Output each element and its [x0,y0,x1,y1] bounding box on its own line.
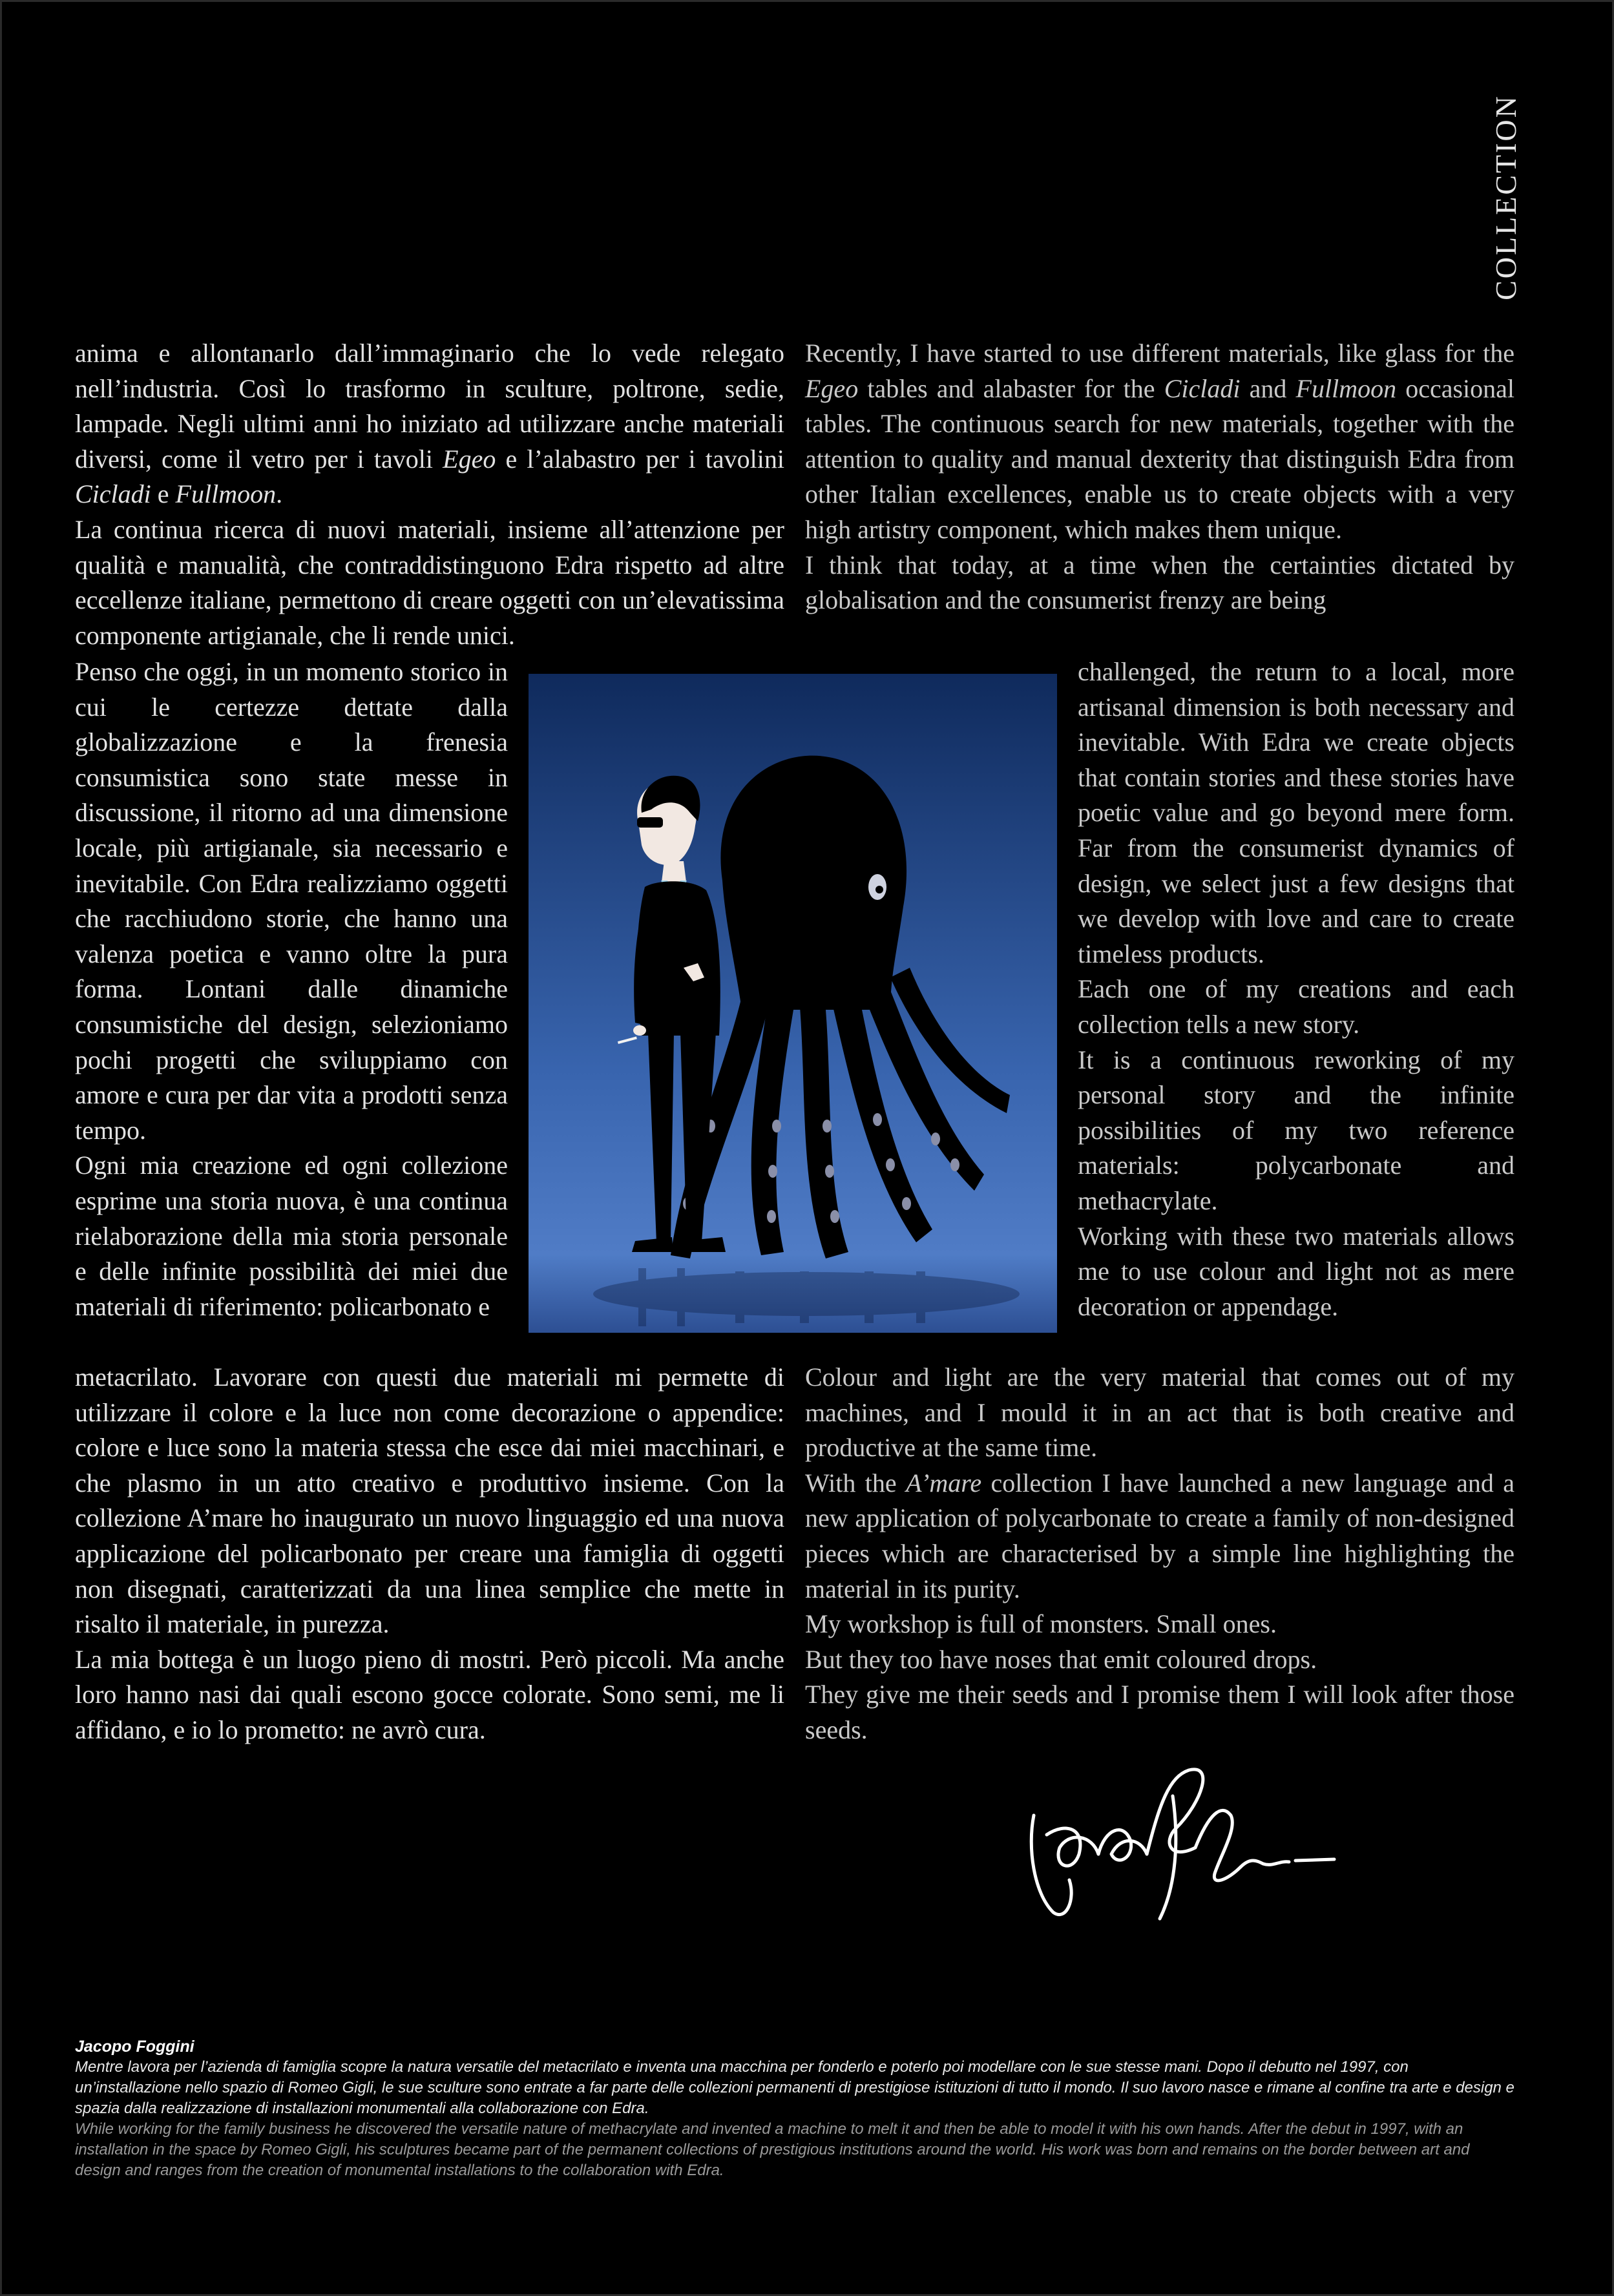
english-paragraph-4: It is a continuous reworking of my personal story and the infinite possibilities of my two reference materials: polycarbonate and methacrylate. [1078,1045,1514,1215]
italic-collection-name: A’mare [906,1468,982,1498]
italian-paragraph-4-cont: metacrilato. Lavorare con questi due materiali mi permette di utilizzare il colore e la luce non come decorazione o appendice: colore e luce sono la materia stessa che esce dai miei macchinari, e che plasmo in un atto creativo e produttivo insieme. Con la collezione A’mare ho inaugurato un nuovo linguaggio ed una nuova applicazione del policarbonato per creare una famiglia di oggetti non disegnati, caratterizzati da una linea semplice che mette in risalto il materiale, in purezza. [75,1362,784,1639]
italian-text-segment: . [276,479,283,509]
italian-paragraph-1 [75,336,784,512]
bio-name: Jacopo Foggini [75,2038,194,2056]
italic-product-name: Egeo [805,373,859,403]
handwritten-signature [1008,1751,1344,1945]
italian-text-segment: e [157,479,169,509]
english-paragraph-2: I think that today, at a time when the certainties dictated by globalisation and the consumerist frenzy are being [805,550,1514,615]
english-text-side [1078,654,1514,1324]
italian-paragraph-2: La continua ricerca di nuovi materiali, insieme all’attenzione per qualità e manualità, che contraddistinguono Edra rispetto ad altre eccellenze italiane, permettono di creare oggetti con un’elevatissima componente artigianale, che li rende unici. [75,514,784,650]
english-text-top [805,336,1514,618]
english-paragraph-6: Colour and light are the very material that comes out of my machines, and I mould it in an act that is both creative and productive at the same time. [805,1362,1514,1463]
english-text-segment: With the [805,1468,897,1498]
english-text-segment: Recently, I have started to use different materials, like glass for the [805,339,1514,368]
author-bio [75,2036,1516,2181]
illustration-svg [529,674,1057,1333]
english-text-segment: occasional tables. The continuous search for new materials, together with the attention to quality and manual dexterity that distinguish Edra from other Italian excellences, enable us to create objects with a very high artistry component, which makes them unique. [805,373,1515,544]
italian-text-top [75,336,784,653]
english-paragraph-5: Working with these two materials allows me to use colour and light not as mere decoration or appendage. [1078,1221,1514,1321]
italian-paragraph-4: Ogni mia creazione ed ogni collezione esprime una storia nuova, è una continua rielaborazione della mia storia personale e delle infinite possibilità dei miei due materiali di riferimento: policarbonato e [75,1151,508,1321]
english-text-segment: and [1249,373,1287,403]
english-text-bottom [805,1360,1514,1748]
bio-italian: Mentre lavora per l’azienda di famiglia scopre la natura versatile del metacrilato e inventa una macchina per fonderlo e poterlo poi modellare con le sue stesse mani. Dopo il debutto nel 1997, con un’installazione nello spazio di Romeo Gigli, le sue sculture sono entrate a far parte delle collezioni permanenti di prestigiose istituzioni di tutto il mondo. Il suo lavoro nasce e rimane al confine tra arte e design e spazia dalla realizzazione di installazioni monumentali alla collaborazione con Edra. [75,2058,1514,2117]
signature-svg [1008,1751,1344,1945]
italic-product-name: Cicladi [75,479,151,509]
bio-english: While working for the family business he discovered the versatile nature of methacrylate and invented a machine to melt it and then be able to model it with his own hands. After the debut in 1997, with an installation in the space by Romeo Gigli, his sculptures became part of the permanent collections of prestigious institutions around the world. His work was born and remains on the border between art and design and ranges from the creation of monumental installations to the collaboration with Edra. [75,2120,1470,2179]
italic-product-name: Egeo [443,444,496,474]
english-paragraph-10: They give me their seeds and I promise them I will look after those seeds. [805,1680,1514,1744]
italic-product-name: Cicladi [1164,373,1241,403]
english-paragraph-9: But they too have noses that emit coloured drops. [805,1644,1317,1674]
english-paragraph-3: Each one of my creations and each collection tells a new story. [1078,974,1514,1039]
italian-paragraph-5: La mia bottega è un luogo pieno di mostri. Però piccoli. Ma anche loro hanno nasi dai quali escono gocce colorate. Sono semi, me li affidano, e io lo prometto: ne avrò cura. [75,1644,784,1744]
italian-text-segment: e l’alabastro per i tavolini [505,444,784,474]
italian-text-segment: anima e allontanarlo dall’immaginario che lo vede relegato nell’industria. Così lo trasformo in sculture, poltrone, sedie, lampade. Negli ultimi anni ho iniziato ad utilizzare anche materiali diversi, come il vetro per i tavoli [75,339,784,474]
man-and-octopus-illustration [529,674,1057,1333]
section-label [1480,94,1531,300]
italian-text-bottom [75,1360,784,1748]
section-label-text: COLLECTION [1489,94,1522,300]
italic-product-name: Fullmoon [175,479,277,509]
italian-text-side [75,654,508,1324]
english-paragraph-2-cont: challenged, the return to a local, more artisanal dimension is both necessary and inevitable. With Edra we create objects that contain stories and these stories have poetic value and go beyond mere form. Far from the consumerist dynamics of design, we select just a few designs that we develop with love and care to create timeless products. [1078,657,1514,968]
english-text-segment: collection I have launched a new language and a new application of polycarbonate to create a family of non-designed pieces which are characterised by a simple line highlighting the material in its purity. [805,1468,1515,1603]
english-paragraph-7 [805,1466,1514,1607]
english-paragraph-8: My workshop is full of monsters. Small ones. [805,1609,1277,1639]
italian-paragraph-3: Penso che oggi, in un momento storico in cui le certezze dettate dalla globalizzazione e la frenesia consumistica sono state messe in discussione, il ritorno ad una dimensione locale, più artigianale, sia necessario e inevitabile. Con Edra realizziamo oggetti che racchiudono storie, che hanno una valenza poetica e vanno oltre la pura forma. Lontani dalle dinamiche consumistiche del design, selezioniamo pochi progetti che sviluppiamo con amore e cura per dar vita a prodotti senza tempo. [75,657,508,1145]
english-text-segment: tables and alabaster for the [867,373,1155,403]
english-paragraph-1 [805,336,1514,548]
italic-product-name: Fullmoon [1295,373,1397,403]
